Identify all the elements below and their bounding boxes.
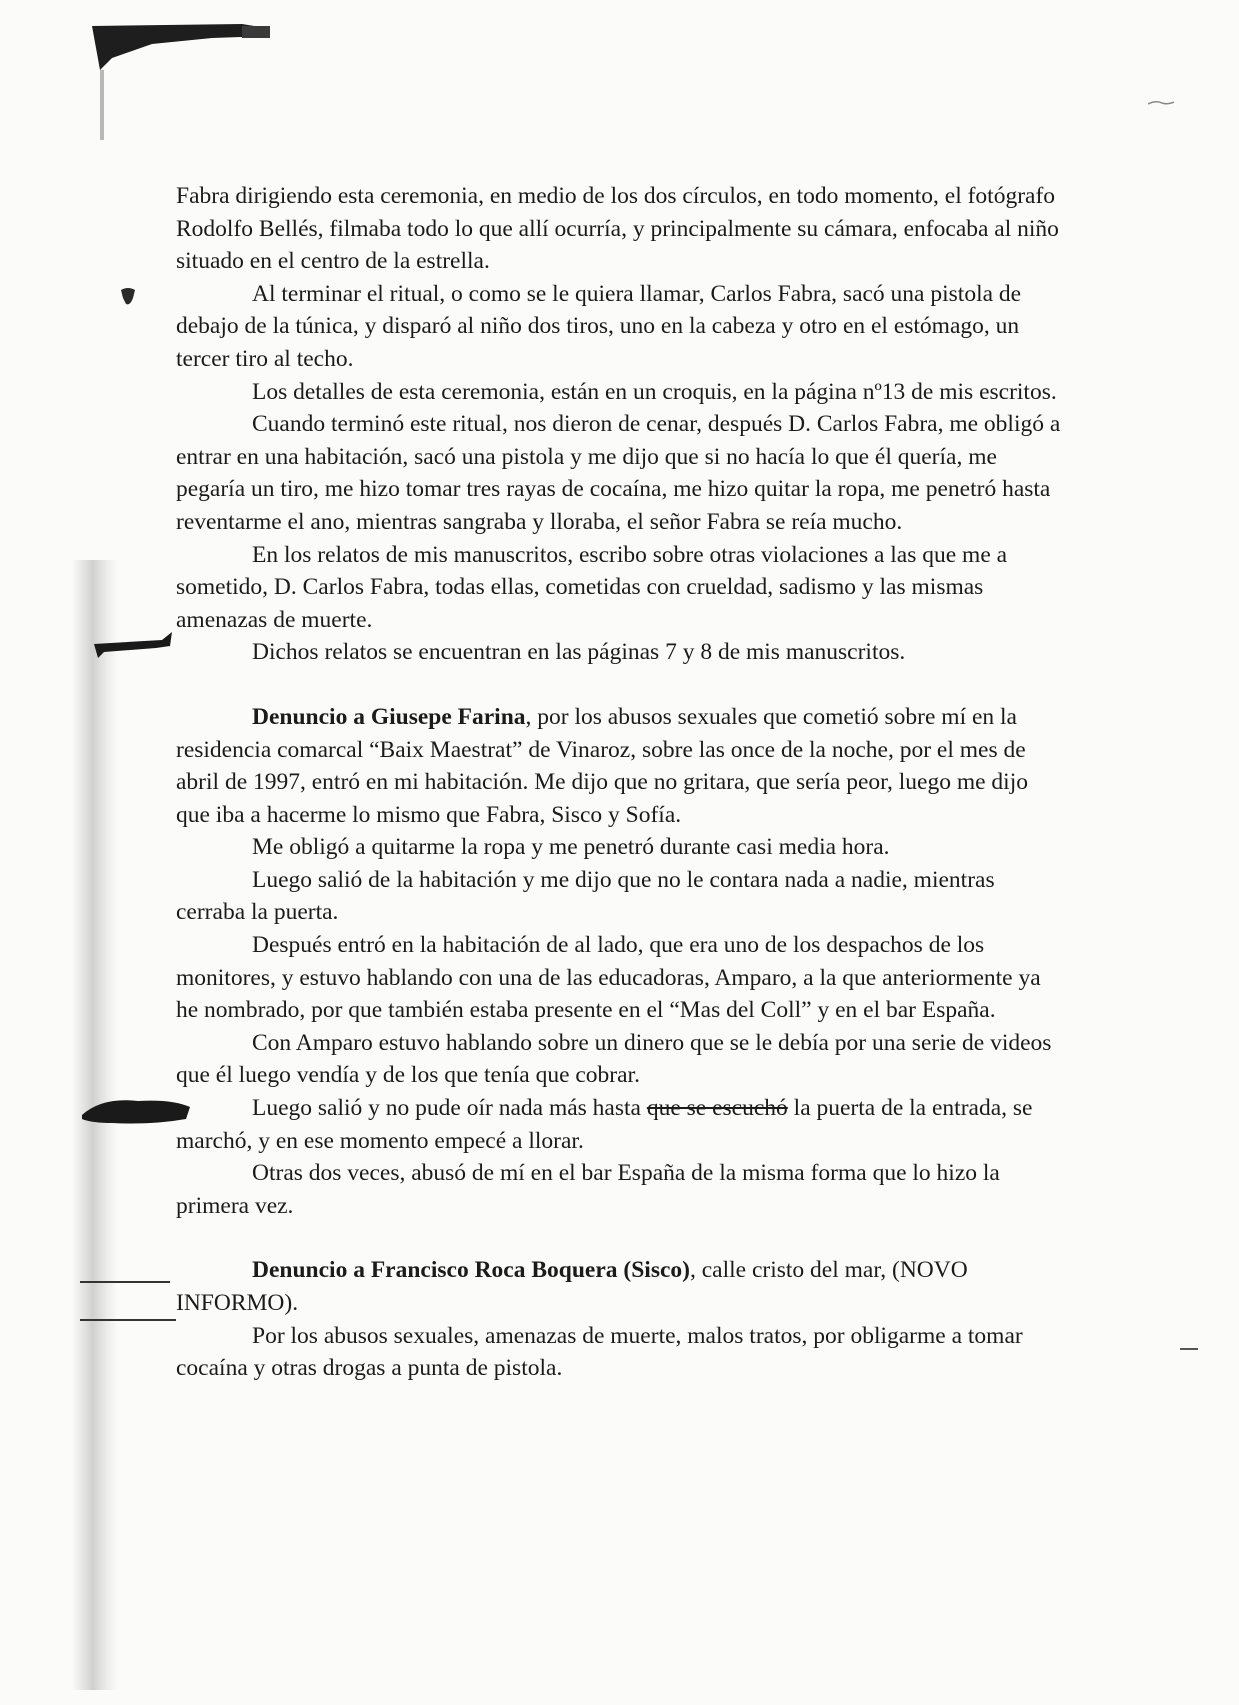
paragraph [176,701,1066,831]
paragraph [176,929,1066,1027]
paragraph-text: En los relatos de mis manuscritos, escribo sobre otras violaciones a las que me a sometido, D. Carlos Fabra, todas ellas, cometidas con crueldad, sadismo y las mismas amenazas de muerte. [176,541,1008,633]
paragraph-text: Al terminar el ritual, o como se le quiera llamar, Carlos Fabra, sacó una pistola de debajo de la túnica, y disparó al niño dos tiros, uno en la cabeza y otro en el estómago, un tercer tiro al techo. [176,280,1022,372]
scan-edge-line [100,70,104,140]
paragraph-text: Por los abusos sexuales, amenazas de muerte, malos tratos, por obligarme a tomar cocaína y otras drogas a punta de pistola. [176,1322,1023,1382]
paragraph [176,278,1066,376]
paragraph-text: Luego salió y no pude oír nada más hasta [252,1095,647,1122]
paragraph [176,376,1066,409]
struck-text: que se escuchó [646,1095,788,1122]
ink-blot [118,286,138,308]
paragraph-text: Me obligó a quitarme la ropa y me penetró durante casi media hora. [252,834,890,861]
scan-corner-mark [92,18,272,70]
margin-dash [1180,1348,1198,1350]
margin-ticks [80,1270,178,1330]
binding-mark [92,622,174,658]
document-body [176,180,1066,1385]
bold-heading-text: Denuncio a Francisco Roca Boquera (Sisco) [252,1257,690,1284]
paragraph-text: Fabra dirigiendo esta ceremonia, en medio de los dos círculos, en todo momento, el fotógrafo Rodolfo Bellés, filmaba todo lo que allí ocurría, y principalmente su cámara, enfocaba al niño situado en el centro de la estrella. [176,183,1059,275]
paragraph-text: , calle cristo del mar, (NOVO INFORMO). [176,1257,968,1316]
paragraph [176,1254,1066,1319]
corner-tick [1148,100,1174,106]
paragraph [176,1157,1066,1222]
paragraph-text: Con Amparo estuvo hablando sobre un dinero que se le debía por una serie de videos que él luego vendía y de los que tenía que cobrar. [176,1029,1052,1089]
paragraph [176,408,1066,538]
paragraph-text: , por los abusos sexuales que cometió sobre mí en la residencia comarcal “Baix Maestrat” de Vinaroz, sobre las once de la noche, por el mes de abril de 1997, entró en mi habitación. Me dijo que no gritara, que sería peor, luego me dijo que iba a hacerme lo mismo que Fabra, Sisco y Sofía. [176,703,1028,828]
paragraph [176,1320,1066,1385]
paragraph [176,831,1066,864]
paragraph-text: la puerta de la entrada, se marchó, y en ese momento empecé a llorar. [176,1095,1033,1154]
paragraph [176,1092,1066,1157]
paragraph-text: Otras dos veces, abusó de mí en el bar España de la misma forma que lo hizo la primera vez. [176,1160,1000,1219]
paragraph [176,539,1066,637]
paragraph [176,1027,1066,1092]
paragraph [176,636,1066,669]
paragraph [176,180,1066,278]
paragraph-text: Después entró en la habitación de al lado, que era uno de los despachos de los monitores, y estuvo hablando con una de las educadoras, Amparo, a la que anteriormente ya he nombrado, por que también estaba presente en el “Mas del Coll” y en el bar España. [176,932,1041,1024]
paragraph-text: Los detalles de esta ceremonia, están en un croquis, en la página nº13 de mis escritos. [252,378,1057,405]
paragraph [176,864,1066,929]
paragraph-text: Cuando terminó este ritual, nos dieron de cenar, después D. Carlos Fabra, me obligó a entrar en una habitación, sacó una pistola y me dijo que si no hacía lo que él quería, me pegaría un tiro, me hizo tomar tres rayas de cocaína, me hizo quitar la ropa, me penetró hasta reventarme el ano, mientras sangraba y lloraba, el señor Fabra se reía mucho. [176,411,1061,535]
paragraph-text: Dichos relatos se encuentran en las páginas 7 y 8 de mis manuscritos. [252,639,906,666]
bold-heading-text: Denuncio a Giusepe Farina [252,703,526,730]
paragraph-text: Luego salió de la habitación y me dijo que no le contara nada a nadie, mientras cerraba la puerta. [176,866,995,926]
